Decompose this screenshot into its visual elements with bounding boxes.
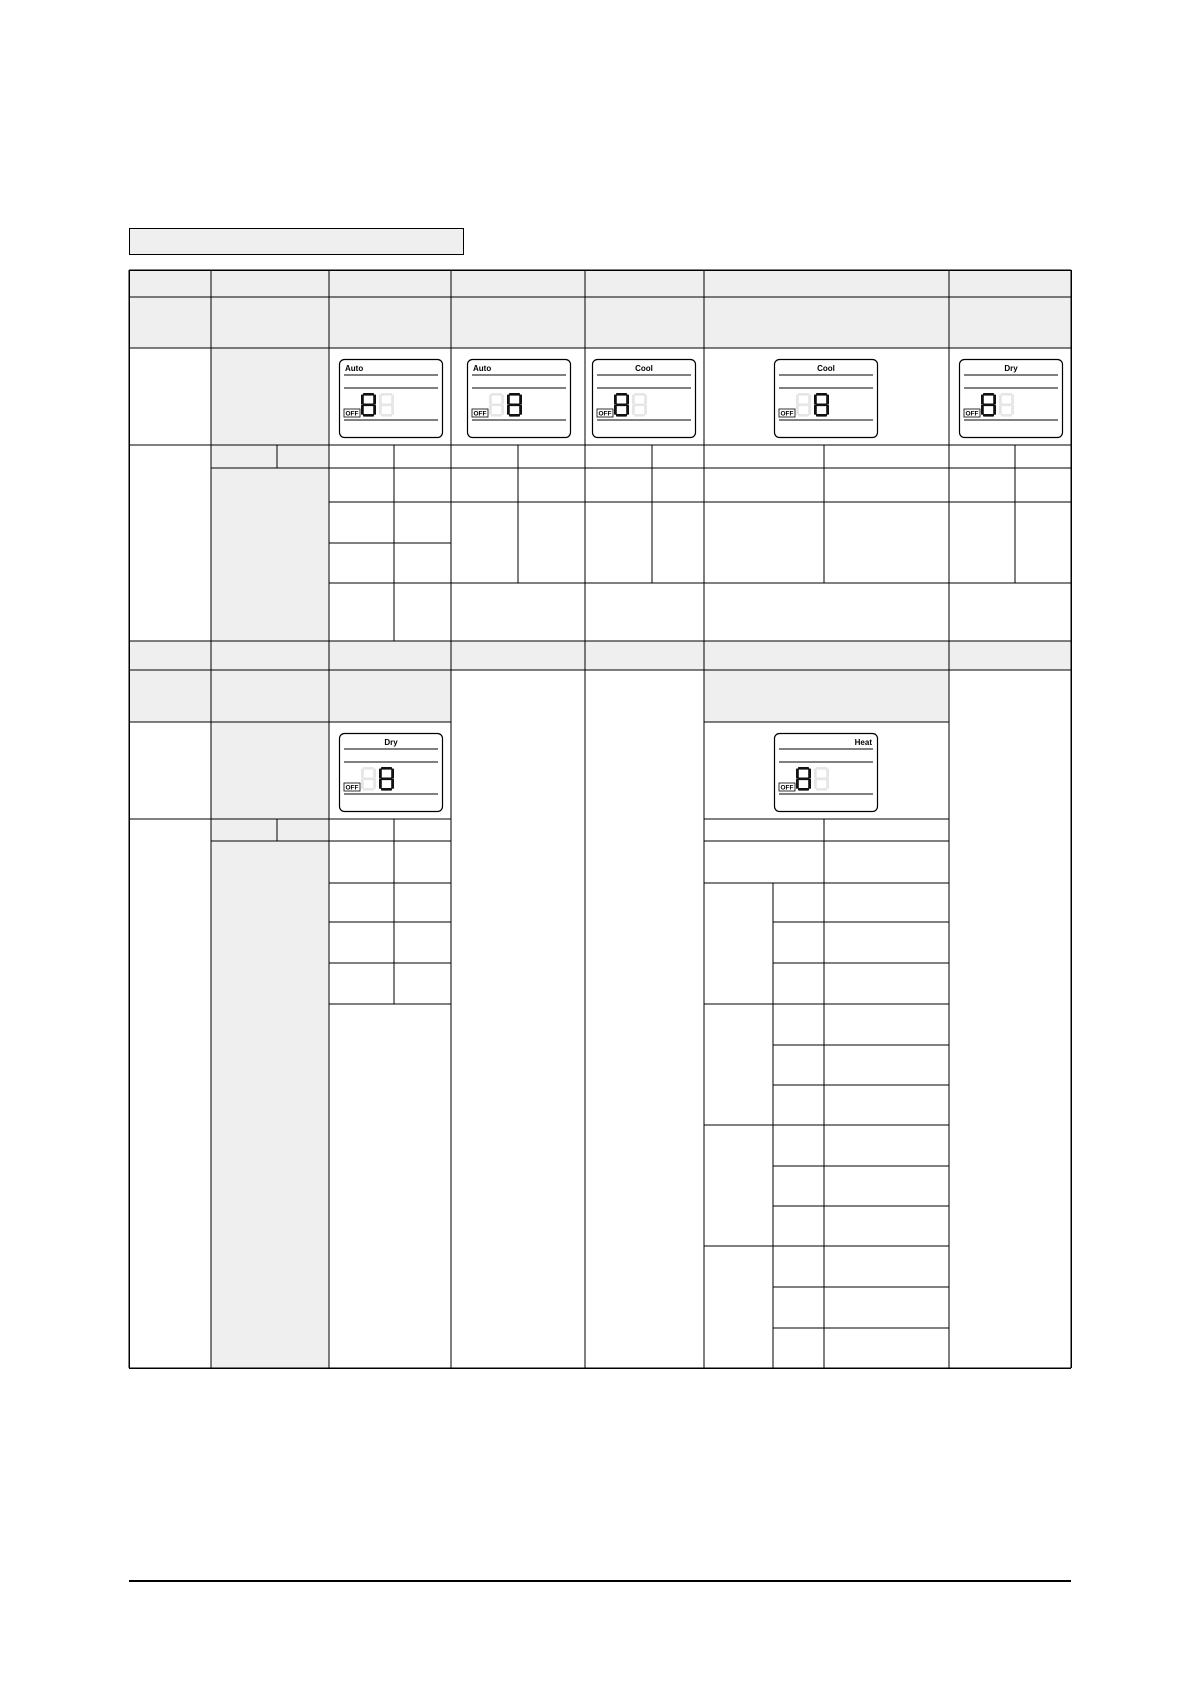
digit-segment [519,395,522,405]
lcd-off-label: OFF [345,410,359,418]
digit-segment [644,405,647,415]
digit-segment [999,405,1002,415]
digit-segment [983,393,994,396]
digit-segment [993,395,996,405]
lcd-off-label: OFF [345,784,359,792]
lcd-mode-label: Auto [473,364,492,373]
lcd-display [340,360,443,438]
digit-segment [816,767,827,770]
digit-segment [999,395,1002,405]
digit-segment [1001,414,1012,417]
digit-segment [826,779,829,789]
digit-segment [993,405,996,415]
digit-segment [489,395,492,405]
lcd-display [775,734,878,812]
lcd-display [960,360,1063,438]
digit-segment [1001,393,1012,396]
lcd-off-label: OFF [965,410,979,418]
digit-segment [381,414,392,417]
lcd-off-label: OFF [780,410,794,418]
digit-segment [826,395,829,405]
digit-segment [808,395,811,405]
digit-segment [501,395,504,405]
digit-segment [614,405,617,415]
digit-segment [644,395,647,405]
digit-segment [361,769,364,779]
lcd-display [340,734,443,812]
digit-segment [634,404,645,407]
digit-segment [616,414,627,417]
digit-segment [796,405,799,415]
digit-segment [798,414,809,417]
digit-segment [361,405,364,415]
digit-segment [826,405,829,415]
digit-segment [616,404,627,407]
digit-segment [808,769,811,779]
digit-segment [379,405,382,415]
condition-label-cell-2 [211,841,329,1368]
digit-segment [626,405,629,415]
lcd-display [593,360,696,438]
digit-segment [381,778,392,781]
header-band-2-heat [704,670,949,722]
digit-segment [983,404,994,407]
digit-segment [796,779,799,789]
lcd-mode-label: Dry [1004,364,1018,373]
digit-segment [391,779,394,789]
digit-segment [798,393,809,396]
digit-segment [501,405,504,415]
digit-segment [614,395,617,405]
digit-segment [632,395,635,405]
digit-segment [363,414,374,417]
digit-segment [1001,404,1012,407]
header-band-2-mid [211,670,329,722]
digit-segment [391,395,394,405]
lcd-mode-label: Heat [854,738,872,747]
digit-segment [491,404,502,407]
lcd-mode-label: Auto [345,364,364,373]
digit-segment [373,779,376,789]
digit-segment [391,405,394,415]
digit-segment [634,393,645,396]
digit-segment [373,769,376,779]
digit-segment [379,395,382,405]
digit-segment [981,395,984,405]
condition-label-cell-1 [211,445,329,641]
digit-segment [798,404,809,407]
digit-segment [632,405,635,415]
digit-segment [373,405,376,415]
digit-segment [491,414,502,417]
digit-segment [798,788,809,791]
digit-segment [1011,395,1014,405]
footer-rule [129,1580,1071,1582]
lcd-mode-label: Dry [384,738,398,747]
header-band-2 [129,641,1071,670]
digit-segment [816,788,827,791]
digit-segment [363,767,374,770]
lcd-off-label: OFF [473,410,487,418]
digit-segment [798,778,809,781]
digit-segment [816,778,827,781]
digit-segment [391,769,394,779]
digit-segment [519,405,522,415]
digit-segment [381,767,392,770]
digit-segment [826,769,829,779]
lcd-off-label: OFF [780,784,794,792]
digit-segment [373,395,376,405]
header-band-2-col [329,670,451,722]
lcd-mode-label: Cool [635,364,653,373]
digit-segment [361,395,364,405]
lcd-display [468,360,571,438]
digit-segment [379,779,382,789]
digit-segment [814,395,817,405]
digit-segment [816,414,827,417]
digit-segment [363,788,374,791]
digit-segment [507,405,510,415]
digit-segment [983,414,994,417]
digit-segment [816,404,827,407]
digit-segment [814,779,817,789]
condition-sub-header-2 [211,819,329,841]
digit-segment [814,405,817,415]
digit-segment [616,393,627,396]
digit-segment [798,767,809,770]
digit-segment [808,779,811,789]
lcd-mode-label: Cool [817,364,835,373]
digit-segment [509,414,520,417]
digit-segment [489,405,492,415]
digit-segment [981,405,984,415]
digit-segment [796,769,799,779]
digit-segment [491,393,502,396]
lcd-off-label: OFF [598,410,612,418]
digit-segment [379,769,382,779]
digit-segment [361,779,364,789]
digit-segment [626,395,629,405]
digit-segment [381,393,392,396]
digit-segment [381,404,392,407]
digit-segment [1011,405,1014,415]
digit-segment [816,393,827,396]
display-label-cell-2 [211,722,329,819]
header-band-1 [129,270,1071,348]
digit-segment [814,769,817,779]
digit-segment [509,404,520,407]
display-label-cell-1 [211,348,329,445]
digit-segment [634,414,645,417]
digit-segment [509,393,520,396]
digit-segment [808,405,811,415]
lcd-display [775,360,878,438]
digit-segment [363,778,374,781]
digit-segment [381,788,392,791]
header-band-2-left [129,670,211,722]
digit-segment [507,395,510,405]
digit-segment [363,404,374,407]
digit-segment [796,395,799,405]
digit-segment [363,393,374,396]
